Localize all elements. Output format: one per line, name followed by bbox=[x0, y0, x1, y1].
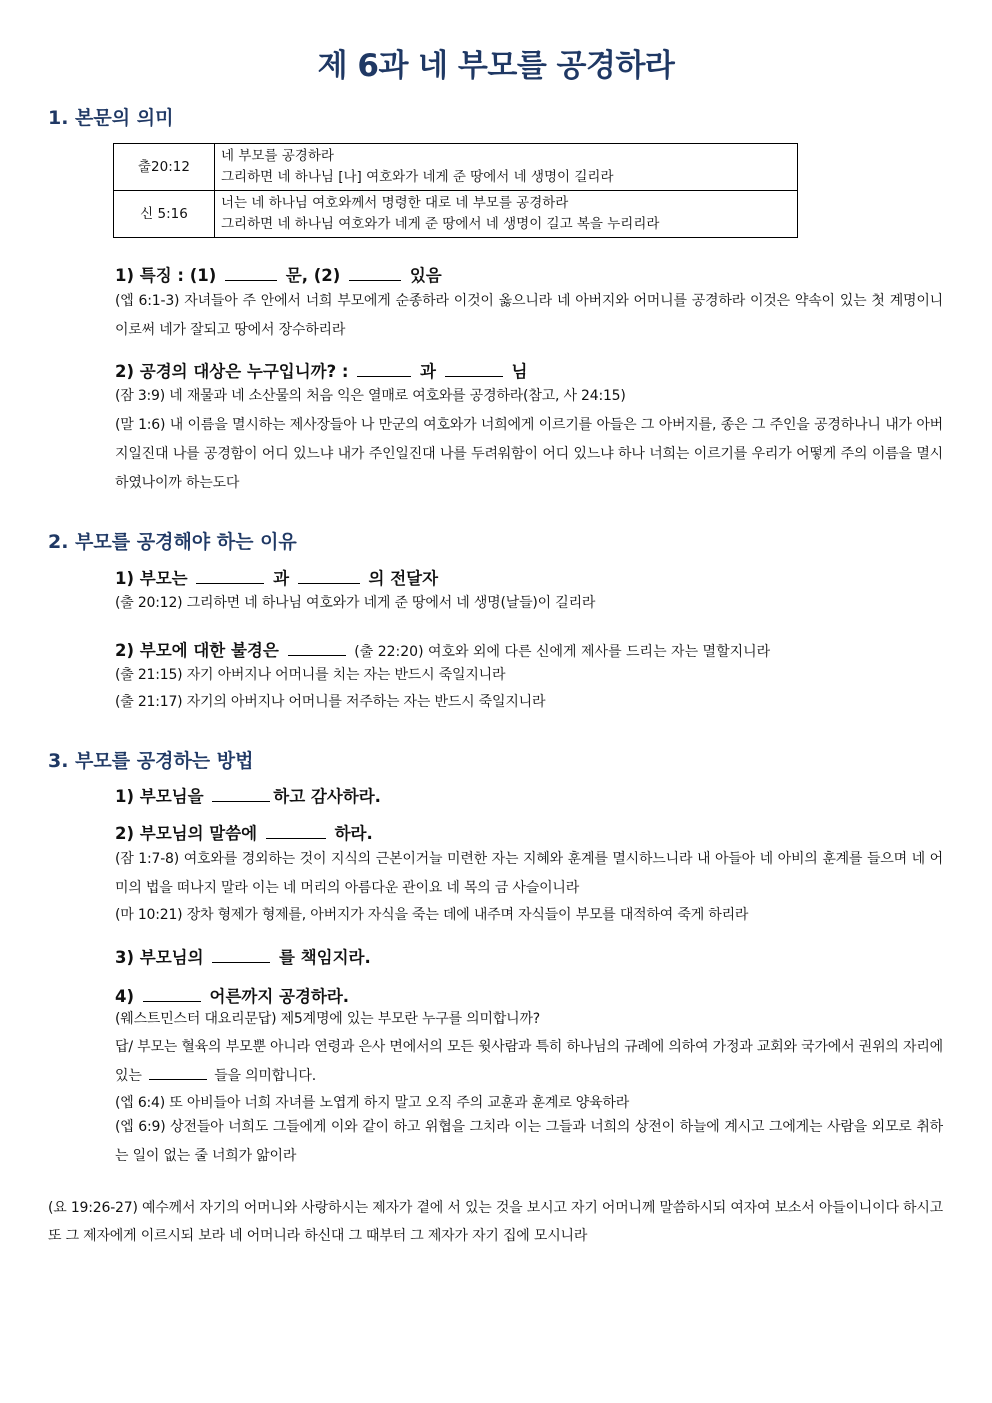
s1-item1-part-a: 1) 특징 : (1) bbox=[115, 266, 217, 285]
verse-text bbox=[215, 191, 798, 238]
s2-item1-part-a: 1) 부모는 bbox=[115, 569, 188, 588]
s2-item1-heading bbox=[115, 565, 438, 589]
fill-blank[interactable] bbox=[349, 279, 401, 281]
s2-item2-heading bbox=[115, 637, 770, 661]
verse-row bbox=[114, 191, 798, 238]
s1-item1-part-c: 있음 bbox=[409, 266, 442, 285]
s3-item4-answer bbox=[115, 1033, 943, 1091]
s2-item1-text: (출 20:12) 그리하면 네 하나님 여호와가 네게 준 땅에서 네 생명(날들)이 길리라 bbox=[115, 595, 596, 611]
verse-line: 네 부모를 공경하라 bbox=[221, 148, 334, 164]
fill-blank[interactable] bbox=[143, 1000, 201, 1002]
fill-blank[interactable] bbox=[212, 961, 270, 963]
s1-item2-text1: (잠 3:9) 네 재물과 네 소산물의 처음 익은 열매로 여호와를 공경하라(참고, 사 24:15) bbox=[115, 388, 626, 404]
s2-item2-part-a: 2) 부모에 대한 불경은 bbox=[115, 641, 279, 660]
s3-item4-text1: (엡 6:4) 또 아비들아 너희 자녀를 노엽게 하지 말고 오직 주의 교훈과 훈계로 양육하라 bbox=[115, 1095, 630, 1111]
s1-item2-heading bbox=[115, 358, 527, 382]
s3-item1-part-b: 하고 감사하라. bbox=[273, 787, 381, 806]
verse-line: 그리하면 네 하나님 여호와가 네게 준 땅에서 네 생명이 길고 복을 누리리라 bbox=[221, 216, 660, 232]
footer-verse: (요 19:26-27) 예수께서 자기의 어머니와 사랑하시는 제자가 곁에 서 있는 것을 보시고 자기 어머니께 말씀하시되 여자여 보소서 아들이니이다 하시고 또 그 제자에게 이르시되 보라 네 어머니라 하신대 그 때부터 그 제자가 자기 집에 모시니라 bbox=[48, 1200, 943, 1244]
s1-item1-text: (엡 6:1-3) 자녀들아 주 안에서 너희 부모에게 순종하라 이것이 옳으니라 네 아버지와 어머니를 공경하라 이것은 약속이 있는 첫 계명이니 이로써 네가 잘되고 땅에서 장수하리라 bbox=[115, 293, 943, 338]
page-title: 제 6과 네 부모를 공경하라 bbox=[317, 48, 675, 84]
verse-text bbox=[215, 144, 798, 191]
answer-part-a: 답/ 부모는 혈육의 부모뿐 아니라 연령과 은사 면에서의 모든 윗사람과 특히 하나님의 규례에 의하여 가정과 교회와 국가에서 권위의 자리에 있는 bbox=[115, 1039, 943, 1084]
s3-item3-part-a: 3) 부모님의 bbox=[115, 948, 204, 967]
verse-line: 그리하면 네 하나님 [나] 여호와가 네게 준 땅에서 네 생명이 길리라 bbox=[221, 169, 614, 185]
s2-item2-ref: (출 22:20) 여호와 외에 다른 신에게 제사를 드리는 자는 멸할지니라 bbox=[354, 644, 771, 660]
answer-part-b: 들을 의미합니다. bbox=[214, 1068, 316, 1084]
fill-blank[interactable] bbox=[149, 1078, 207, 1080]
verse-row bbox=[114, 144, 798, 191]
fill-blank[interactable] bbox=[357, 375, 411, 377]
s2-item2-text1: (출 21:15) 자기 아버지나 어머니를 치는 자는 반드시 죽일지니라 bbox=[115, 667, 506, 683]
s3-item2-heading bbox=[115, 820, 373, 844]
s3-item4-part-b: 어른까지 공경하라. bbox=[209, 987, 350, 1006]
s3-item3-part-b: 를 책임지라. bbox=[279, 948, 371, 967]
s3-item2-text1: (잠 1:7-8) 여호와를 경외하는 것이 지식의 근본이거늘 미련한 자는 지혜와 훈계를 멸시하느니라 내 아들아 네 아비의 훈계를 들으며 네 어미의 법을 떠나지 말라 이는 네 머리의 아름다운 관이요 네 목의 금 사슬이니라 bbox=[115, 851, 943, 896]
section-3-heading: 3. 부모를 공경하는 방법 bbox=[48, 750, 254, 772]
s3-item1-heading bbox=[115, 783, 381, 807]
s3-item2-text2: (마 10:21) 장차 형제가 형제를, 아버지가 자식을 죽는 데에 내주며 자식들이 부모를 대적하여 죽게 하리라 bbox=[115, 907, 749, 923]
s3-item4-text2: (엡 6:9) 상전들아 너희도 그들에게 이와 같이 하고 위협을 그치라 이는 그들과 너희의 상전이 하늘에 계시고 그에게는 사람을 외모로 취하는 일이 없는 줄 너희가 앎이라 bbox=[115, 1119, 943, 1164]
s1-item2-part-c: 님 bbox=[511, 362, 528, 381]
verse-line: 너는 네 하나님 여호와께서 명령한 대로 네 부모를 공경하라 bbox=[221, 195, 569, 211]
fill-blank[interactable] bbox=[266, 837, 326, 839]
s3-item1-part-a: 1) 부모님을 bbox=[115, 787, 204, 806]
s1-item2-part-a: 2) 공경의 대상은 누구입니까? : bbox=[115, 362, 349, 381]
s2-item1-part-b: 과 bbox=[273, 569, 290, 588]
s3-item4-question: (웨스트민스터 대요리문답) 제5계명에 있는 부모란 누구를 의미합니까? bbox=[115, 1011, 541, 1027]
s3-item2-part-a: 2) 부모님의 말씀에 bbox=[115, 824, 258, 843]
fill-blank[interactable] bbox=[196, 582, 264, 584]
s3-item3-heading bbox=[115, 944, 371, 968]
fill-blank[interactable] bbox=[288, 654, 346, 656]
verse-table bbox=[113, 143, 798, 238]
fill-blank[interactable] bbox=[298, 582, 360, 584]
fill-blank[interactable] bbox=[212, 800, 270, 802]
s3-item4-heading bbox=[115, 983, 349, 1007]
s1-item2-text2: (말 1:6) 내 이름을 멸시하는 제사장들아 나 만군의 여호와가 너희에게 이르기를 아들은 그 아버지를, 종은 그 주인을 공경하나니 내가 아버지일진대 나를 공경함이 어디 있느냐 내가 주인일진대 나를 두려워함이 어디 있느냐 하나 너희는 이르기를 우리가 어떻게 주의 이름을 멸시하였나이까 하는도다 bbox=[115, 417, 943, 491]
fill-blank[interactable] bbox=[445, 375, 503, 377]
s1-item1-heading bbox=[115, 262, 442, 286]
s3-item2-part-b: 하라. bbox=[334, 824, 373, 843]
section-2-heading: 2. 부모를 공경해야 하는 이유 bbox=[48, 531, 297, 553]
s2-item1-part-c: 의 전달자 bbox=[368, 569, 439, 588]
fill-blank[interactable] bbox=[225, 279, 277, 281]
s2-item2-text2: (출 21:17) 자기의 아버지나 어머니를 저주하는 자는 반드시 죽일지니라 bbox=[115, 694, 546, 710]
s3-item4-part-a: 4) bbox=[115, 987, 135, 1006]
section-1-heading: 1. 본문의 의미 bbox=[48, 107, 174, 129]
verse-ref: 출20:12 bbox=[114, 144, 215, 191]
s1-item1-part-b: 문, (2) bbox=[285, 266, 341, 285]
verse-ref: 신 5:16 bbox=[114, 191, 215, 238]
s1-item2-part-b: 과 bbox=[420, 362, 436, 381]
